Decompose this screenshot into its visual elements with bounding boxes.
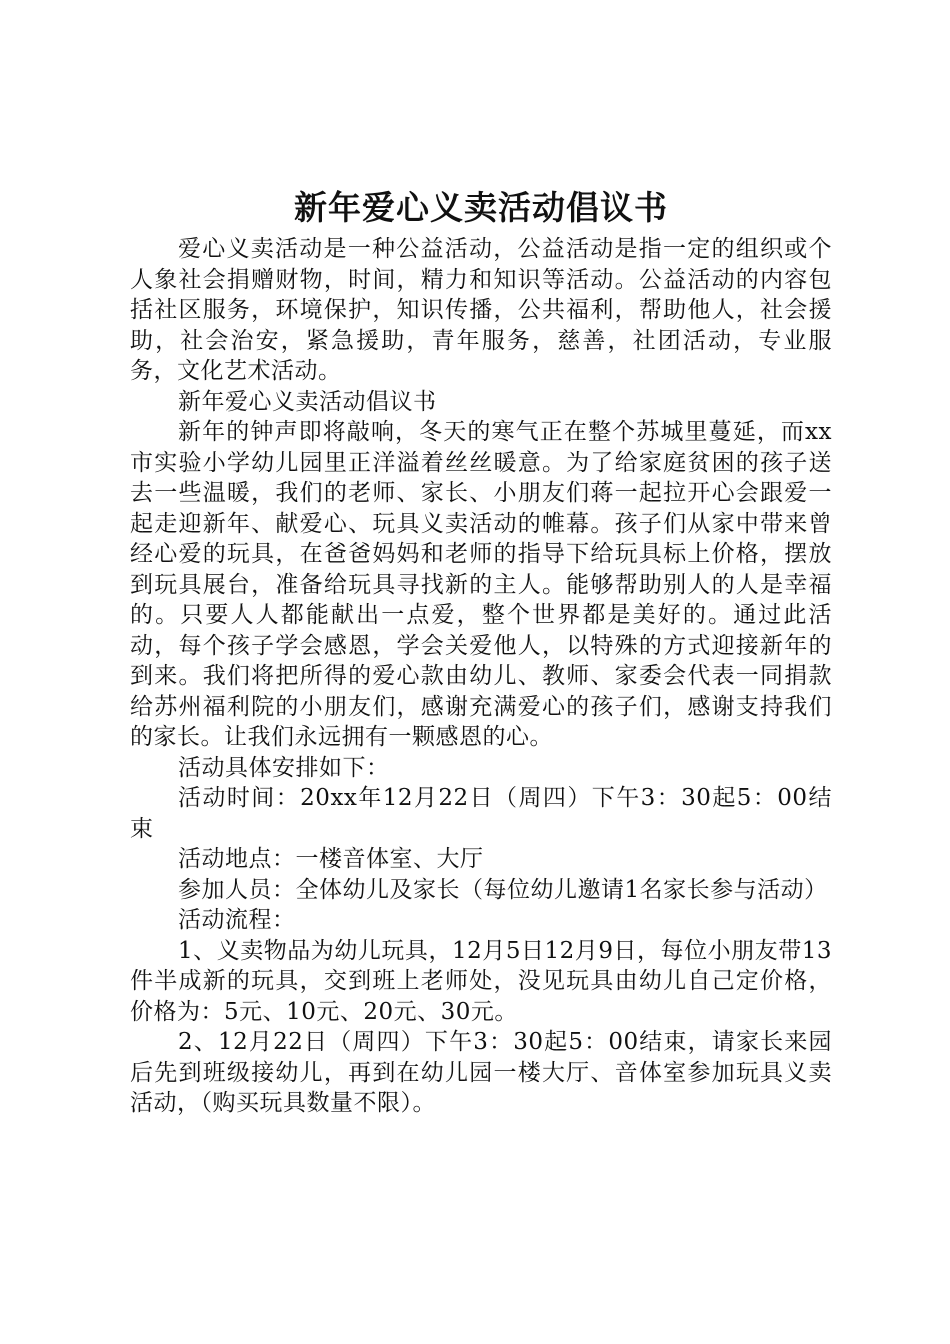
paragraph-subheading: 新年爱心义卖活动倡议书 [178,388,437,415]
document-title: 新年爱心义卖活动倡议书 [294,188,668,227]
paragraph-event-time: 活动时间：20xx年12月22日（周四）下午3：30起5：00结束 [130,785,832,842]
paragraph-body: 新年的钟声即将敲响，冬天的寒气正在整个苏城里蔓延，而xx市实验小学幼儿园里正洋溢着丝丝暖意。为了给家庭贫困的孩子送去一些温暖，我们的老师、家长、小朋友们蒋一起拉开心会跟爱一起走迎新年、献爱心、玩具义卖活动的帷幕。孩子们从家中带来曾经心爱的玩具，在爸爸妈妈和老师的指导下给玩具标上价格，摆放到玩具展台，准备给玩具寻找新的主人。能够帮助别人的人是幸福的。只要人人都能献出一点爱，整个世界都是美好的。通过此活动，每个孩子学会感恩，学会关爱他人，以特殊的方式迎接新年的到来。我们将把所得的爱心款由幼儿、教师、家委会代表一同捐款给苏州福利院的小朋友们，感谢充满爱心的孩子们，感谢支持我们的家长。让我们永远拥有一颗感恩的心。 [130,419,832,750]
document-page [130,182,832,1119]
paragraph-schedule-heading: 活动具体安排如下： [178,754,390,781]
paragraph-process-heading: 活动流程： [178,907,296,933]
paragraph-intro: 爱心义卖活动是一种公益活动，公益活动是指一定的组织或个人象社会捐赠财物，时间，精力和知识等活动。公益活动的内容包括社区服务，环境保护，知识传播，公共福利，帮助他人，社会援助，社会治安，紧急援助，青年服务，慈善，社团活动，专业服务，文化艺术活动。 [130,236,832,384]
paragraph-process-step-1: 1、义卖物品为幼儿玩具，12月5日12月9日，每位小朋友带13件半成新的玩具，交到班上老师处，没见玩具由幼儿自己定价格，价格为：5元、10元、20元、30元。 [130,937,832,1025]
paragraph-event-location: 活动地点：一楼音体室、大厅 [178,846,484,872]
paragraph-process-step-2: 2、12月22日（周四）下午3：30起5：00结束，请家长来园后先到班级接幼儿，再到在幼儿园一楼大厅、音体室参加玩具义卖活动，（购买玩具数量不限）。 [130,1029,832,1116]
paragraph-participants: 参加人员：全体幼儿及家长（每位幼儿邀请1名家长参与活动） [178,876,828,903]
